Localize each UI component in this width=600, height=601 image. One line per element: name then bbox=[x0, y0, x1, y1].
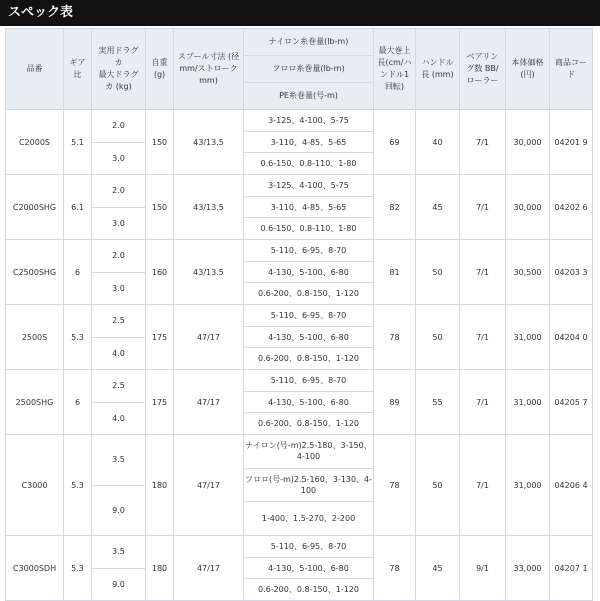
line-capacity-item: 3-110、4-85、5-65 bbox=[244, 197, 373, 219]
cell-spool: 47/17 bbox=[174, 435, 244, 536]
cell-weight: 150 bbox=[146, 175, 174, 240]
cell-price: 31,000 bbox=[506, 305, 550, 370]
line-capacity-item: 0.6-200、0.8-150、1-120 bbox=[257, 419, 359, 429]
table-row bbox=[6, 110, 593, 175]
table-row bbox=[6, 435, 593, 536]
line-capacity-item: 0.6-150、0.8-110、1-80 bbox=[260, 224, 357, 234]
cell-model: 2500SHG bbox=[6, 370, 64, 435]
header-drag bbox=[92, 29, 146, 110]
cell-drag-practical: 2.5 bbox=[92, 370, 145, 403]
cell-drag-practical: 3.5 bbox=[92, 536, 145, 569]
cell-price: 31,000 bbox=[506, 435, 550, 536]
cell-handle: 55 bbox=[416, 370, 460, 435]
header-line-nylon: ナイロン糸巻量(lb-m) bbox=[244, 29, 374, 56]
header-drag-max: 最大ドラグカ (kg) bbox=[98, 70, 139, 91]
line-capacity-item: 4-130、5-100、6-80 bbox=[244, 327, 373, 349]
table-row bbox=[6, 175, 593, 240]
cell-weight: 175 bbox=[146, 370, 174, 435]
cell-drag-max: 4.0 bbox=[112, 348, 125, 358]
line-capacity-item: 0.6-200、0.8-150、1-120 bbox=[257, 354, 359, 364]
cell-line-capacity bbox=[244, 435, 374, 536]
cell-drag-practical: 2.0 bbox=[92, 110, 145, 143]
header-line-pe: PE糸巻量(号-m) bbox=[244, 83, 374, 110]
header-model: 品番 bbox=[6, 29, 64, 110]
cell-drag bbox=[92, 370, 146, 435]
cell-handle: 45 bbox=[416, 536, 460, 601]
cell-handle: 50 bbox=[416, 435, 460, 536]
line-capacity-item: 1-400、1.5-270、2-200 bbox=[261, 514, 356, 524]
cell-drag-practical: 3.5 bbox=[92, 435, 145, 486]
line-capacity-item: 4-130、5-100、6-80 bbox=[244, 558, 373, 580]
line-capacity-item: 5-110、6-95、8-70 bbox=[244, 305, 373, 327]
line-capacity-item: 0.6-200、0.8-150、1-120 bbox=[257, 585, 359, 595]
cell-retrieve: 81 bbox=[374, 240, 416, 305]
cell-drag bbox=[92, 240, 146, 305]
table-row bbox=[6, 370, 593, 435]
cell-drag bbox=[92, 110, 146, 175]
cell-code: 04204 0 bbox=[550, 305, 593, 370]
line-capacity-item: ナイロン(号-m)2.5-180、3-150、4-100 bbox=[244, 435, 373, 469]
cell-weight: 160 bbox=[146, 240, 174, 305]
table-row bbox=[6, 240, 593, 305]
cell-handle: 50 bbox=[416, 240, 460, 305]
cell-retrieve: 69 bbox=[374, 110, 416, 175]
cell-model: C2000SHG bbox=[6, 175, 64, 240]
line-capacity-item: 4-130、5-100、6-80 bbox=[244, 392, 373, 414]
cell-line-capacity bbox=[244, 175, 374, 240]
line-capacity-item: 3-110、4-85、5-65 bbox=[244, 132, 373, 154]
cell-drag-max: 3.0 bbox=[112, 283, 125, 293]
cell-line-capacity bbox=[244, 110, 374, 175]
cell-retrieve: 78 bbox=[374, 305, 416, 370]
cell-drag bbox=[92, 175, 146, 240]
cell-price: 30,000 bbox=[506, 110, 550, 175]
cell-gear: 6 bbox=[64, 240, 92, 305]
cell-handle: 45 bbox=[416, 175, 460, 240]
table-row bbox=[6, 305, 593, 370]
cell-drag bbox=[92, 305, 146, 370]
header-bearing: ベアリング数 BB/ローラー bbox=[460, 29, 506, 110]
line-capacity-item: 4-130、5-100、6-80 bbox=[244, 262, 373, 284]
cell-weight: 175 bbox=[146, 305, 174, 370]
cell-bearing: 7/1 bbox=[460, 435, 506, 536]
line-capacity-item: 0.6-150、0.8-110、1-80 bbox=[260, 159, 357, 169]
cell-weight: 150 bbox=[146, 110, 174, 175]
cell-handle: 40 bbox=[416, 110, 460, 175]
cell-weight: 180 bbox=[146, 435, 174, 536]
header-drag-practical: 実用ドラグカ bbox=[98, 46, 139, 67]
cell-retrieve: 82 bbox=[374, 175, 416, 240]
cell-retrieve: 78 bbox=[374, 536, 416, 601]
cell-code: 04201 9 bbox=[550, 110, 593, 175]
cell-line-capacity bbox=[244, 305, 374, 370]
cell-line-capacity bbox=[244, 536, 374, 601]
cell-drag-max: 3.0 bbox=[112, 218, 125, 228]
cell-gear: 6 bbox=[64, 370, 92, 435]
cell-spool: 47/17 bbox=[174, 305, 244, 370]
cell-spool: 43/13.5 bbox=[174, 240, 244, 305]
header-gear: ギア比 bbox=[64, 29, 92, 110]
cell-drag-practical: 2.0 bbox=[92, 175, 145, 208]
cell-handle: 50 bbox=[416, 305, 460, 370]
line-capacity-item: 5-110、6-95、8-70 bbox=[244, 536, 373, 558]
cell-drag-max: 4.0 bbox=[112, 413, 125, 423]
cell-model: 2500S bbox=[6, 305, 64, 370]
cell-bearing: 9/1 bbox=[460, 536, 506, 601]
cell-code: 04202 6 bbox=[550, 175, 593, 240]
cell-code: 04206 4 bbox=[550, 435, 593, 536]
cell-bearing: 7/1 bbox=[460, 110, 506, 175]
cell-spool: 47/17 bbox=[174, 536, 244, 601]
cell-price: 31,000 bbox=[506, 370, 550, 435]
cell-bearing: 7/1 bbox=[460, 240, 506, 305]
cell-bearing: 7/1 bbox=[460, 305, 506, 370]
cell-retrieve: 89 bbox=[374, 370, 416, 435]
cell-bearing: 7/1 bbox=[460, 175, 506, 240]
cell-gear: 5.3 bbox=[64, 305, 92, 370]
cell-weight: 180 bbox=[146, 536, 174, 601]
cell-code: 04207 1 bbox=[550, 536, 593, 601]
cell-gear: 6.1 bbox=[64, 175, 92, 240]
cell-spool: 47/17 bbox=[174, 370, 244, 435]
cell-code: 04205 7 bbox=[550, 370, 593, 435]
cell-model: C2000S bbox=[6, 110, 64, 175]
line-capacity-item: フロロ(号-m)2.5-160、3-130、4-100 bbox=[244, 469, 373, 503]
cell-price: 30,000 bbox=[506, 175, 550, 240]
header-line-fluoro: フロロ糸巻量(lb-m) bbox=[244, 56, 374, 83]
cell-price: 33,000 bbox=[506, 536, 550, 601]
cell-drag-max: 9.0 bbox=[112, 579, 125, 589]
header-price: 本体価格 (円) bbox=[506, 29, 550, 110]
cell-code: 04203 3 bbox=[550, 240, 593, 305]
header-retrieve: 最大巻上長(cm/ハンドル1回転) bbox=[374, 29, 416, 110]
cell-line-capacity bbox=[244, 240, 374, 305]
header-handle: ハンドル長 (mm) bbox=[416, 29, 460, 110]
page-title: スペック表 bbox=[0, 0, 600, 26]
line-capacity-item: 5-110、6-95、8-70 bbox=[244, 240, 373, 262]
line-capacity-item: 0.6-200、0.8-150、1-120 bbox=[257, 289, 359, 299]
cell-drag-practical: 2.5 bbox=[92, 305, 145, 338]
cell-drag-max: 3.0 bbox=[112, 153, 125, 163]
cell-price: 30,500 bbox=[506, 240, 550, 305]
cell-drag bbox=[92, 536, 146, 601]
cell-drag-practical: 2.0 bbox=[92, 240, 145, 273]
cell-bearing: 7/1 bbox=[460, 370, 506, 435]
cell-drag bbox=[92, 435, 146, 536]
line-capacity-item: 3-125、4-100、5-75 bbox=[244, 175, 373, 197]
cell-spool: 43/13.5 bbox=[174, 110, 244, 175]
table-row bbox=[6, 536, 593, 601]
cell-drag-max: 9.0 bbox=[112, 505, 125, 515]
line-capacity-item: 3-125、4-100、5-75 bbox=[244, 110, 373, 132]
cell-line-capacity bbox=[244, 370, 374, 435]
cell-spool: 43/13.5 bbox=[174, 175, 244, 240]
header-weight: 自重 (g) bbox=[146, 29, 174, 110]
cell-gear: 5.3 bbox=[64, 536, 92, 601]
cell-retrieve: 78 bbox=[374, 435, 416, 536]
line-capacity-item: 5-110、6-95、8-70 bbox=[244, 370, 373, 392]
header-spool: スプール寸法 (径mm/ストローク mm) bbox=[174, 29, 244, 110]
cell-gear: 5.1 bbox=[64, 110, 92, 175]
spec-table bbox=[5, 28, 593, 601]
cell-model: C3000 bbox=[6, 435, 64, 536]
cell-model: C2500SHG bbox=[6, 240, 64, 305]
cell-model: C3000SDH bbox=[6, 536, 64, 601]
cell-gear: 5.3 bbox=[64, 435, 92, 536]
header-code: 商品コード bbox=[550, 29, 593, 110]
